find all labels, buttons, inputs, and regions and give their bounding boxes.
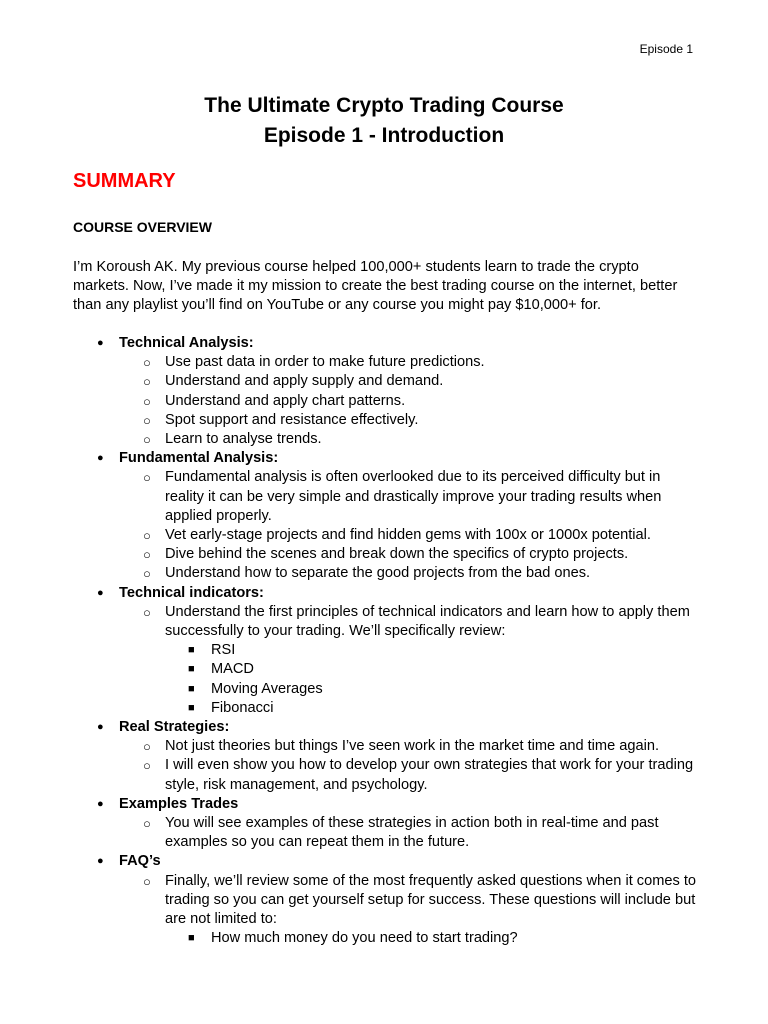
course-outline-list bbox=[73, 334, 698, 949]
outline-level-2 bbox=[119, 603, 698, 718]
circle-bullet-icon: ○ bbox=[143, 873, 151, 889]
circle-bullet-icon: ○ bbox=[143, 432, 151, 448]
page-header-label: Episode 1 bbox=[639, 42, 693, 56]
list-item bbox=[119, 468, 698, 526]
circle-bullet-icon: ○ bbox=[143, 355, 151, 371]
sub-list-item bbox=[165, 680, 698, 699]
list-item-text: Fundamental analysis is often overlooked due to its perceived difficulty but in reality it can be very simple and drastically improve your trading results when applied properly. bbox=[165, 469, 662, 524]
circle-bullet-icon: ○ bbox=[143, 374, 151, 390]
sub-list-item-text: Fibonacci bbox=[211, 699, 274, 716]
outline-level-2 bbox=[119, 872, 698, 949]
circle-bullet-icon: ○ bbox=[143, 470, 151, 486]
circle-bullet-icon: ○ bbox=[143, 566, 151, 582]
list-item bbox=[119, 411, 698, 430]
bullet-icon: ● bbox=[97, 855, 104, 868]
section-title: Technical indicators: bbox=[119, 584, 264, 601]
list-item-text: Finally, we’ll review some of the most frequently asked questions when it comes to trading so you can get yourself setup for success. These questions will include but are not limited to: bbox=[165, 872, 697, 928]
list-item bbox=[119, 737, 698, 756]
circle-bullet-icon: ○ bbox=[143, 758, 151, 774]
course-overview-heading: COURSE OVERVIEW bbox=[73, 219, 212, 235]
outline-section bbox=[73, 584, 698, 718]
outline-level-1 bbox=[73, 334, 698, 949]
bullet-icon: ● bbox=[97, 721, 104, 734]
list-item bbox=[119, 603, 698, 718]
list-item-text: Understand how to separate the good projects from the bad ones. bbox=[165, 565, 591, 582]
list-item-text: Vet early-stage projects and find hidden gems with 100x or 1000x potential. bbox=[165, 527, 651, 544]
section-title: Real Strategies: bbox=[119, 719, 230, 736]
list-item-text: Dive behind the scenes and break down the specifics of crypto projects. bbox=[165, 546, 629, 563]
intro-paragraph: I’m Koroush AK. My previous course helped 100,000+ students learn to trade the crypto markets. Now, I’ve made it my mission to create the best trading course on the internet, better than any playlist you’ll find on YouTube or any course you might pay $10,000+ for. bbox=[73, 259, 678, 314]
list-item-text: Understand and apply chart patterns. bbox=[165, 392, 406, 409]
sub-list-item-text: MACD bbox=[211, 661, 254, 678]
list-item-text: Use past data in order to make future predictions. bbox=[165, 354, 485, 371]
document-title bbox=[0, 91, 768, 151]
sub-list-item-text: How much money do you need to start trading? bbox=[211, 930, 518, 947]
list-item-text: Understand the first principles of technical indicators and learn how to apply them successfully to your trading. We’ll specifically review: bbox=[165, 603, 690, 640]
sub-list-item bbox=[165, 660, 698, 679]
outline-level-3 bbox=[165, 641, 698, 718]
outline-section bbox=[73, 449, 698, 583]
circle-bullet-icon: ○ bbox=[143, 547, 151, 563]
list-item-text: Learn to analyse trends. bbox=[165, 431, 322, 448]
list-item bbox=[119, 756, 698, 794]
circle-bullet-icon: ○ bbox=[143, 604, 151, 620]
outline-level-2 bbox=[119, 737, 698, 795]
list-item bbox=[119, 392, 698, 411]
outline-level-2 bbox=[119, 468, 698, 583]
sub-list-item bbox=[165, 929, 698, 948]
circle-bullet-icon: ○ bbox=[143, 393, 151, 409]
square-bullet-icon: ■ bbox=[188, 663, 195, 676]
list-item bbox=[119, 430, 698, 449]
square-bullet-icon: ■ bbox=[188, 932, 195, 945]
circle-bullet-icon: ○ bbox=[143, 412, 151, 428]
list-item bbox=[119, 814, 698, 852]
list-item-text: You will see examples of these strategies in action both in real-time and past examples so you can repeat them in the future. bbox=[165, 815, 659, 851]
section-title: Technical Analysis: bbox=[119, 335, 254, 351]
outline-section bbox=[73, 852, 698, 948]
title-line-1: The Ultimate Crypto Trading Course bbox=[204, 94, 564, 117]
outline-section bbox=[73, 718, 698, 795]
outline-level-2 bbox=[119, 814, 698, 852]
sub-list-item bbox=[165, 641, 698, 660]
section-title: FAQ’s bbox=[119, 853, 161, 870]
outline-level-3 bbox=[165, 929, 698, 948]
list-item bbox=[119, 872, 698, 949]
bullet-icon: ● bbox=[97, 586, 104, 599]
list-item bbox=[119, 353, 698, 372]
circle-bullet-icon: ○ bbox=[143, 816, 151, 832]
list-item-text: Not just theories but things I’ve seen work in the market time and time again. bbox=[165, 738, 659, 755]
sub-list-item-text: Moving Averages bbox=[211, 680, 323, 697]
list-item bbox=[119, 545, 698, 564]
sub-list-item-text: RSI bbox=[211, 642, 236, 659]
section-title: Examples Trades bbox=[119, 795, 239, 812]
outline-section bbox=[73, 795, 698, 853]
bullet-icon: ● bbox=[97, 797, 104, 810]
list-item bbox=[119, 372, 698, 391]
square-bullet-icon: ■ bbox=[188, 682, 195, 695]
list-item bbox=[119, 564, 698, 583]
bullet-icon: ● bbox=[97, 452, 104, 465]
bullet-icon: ● bbox=[97, 337, 104, 349]
sub-list-item bbox=[165, 699, 698, 718]
summary-heading: SUMMARY bbox=[73, 170, 176, 192]
list-item-text: Understand and apply supply and demand. bbox=[165, 373, 444, 390]
circle-bullet-icon: ○ bbox=[143, 739, 151, 755]
list-item-text: Spot support and resistance effectively. bbox=[165, 411, 419, 428]
section-title: Fundamental Analysis: bbox=[119, 450, 279, 467]
title-line-2: Episode 1 - Introduction bbox=[263, 124, 505, 147]
circle-bullet-icon: ○ bbox=[143, 528, 151, 544]
outline-section bbox=[73, 334, 698, 449]
list-item-text: I will even show you how to develop your own strategies that work for your trading style, risk management, and psychology. bbox=[165, 757, 694, 793]
square-bullet-icon: ■ bbox=[188, 644, 195, 657]
list-item bbox=[119, 526, 698, 545]
square-bullet-icon: ■ bbox=[188, 701, 195, 714]
outline-level-2 bbox=[119, 353, 698, 449]
